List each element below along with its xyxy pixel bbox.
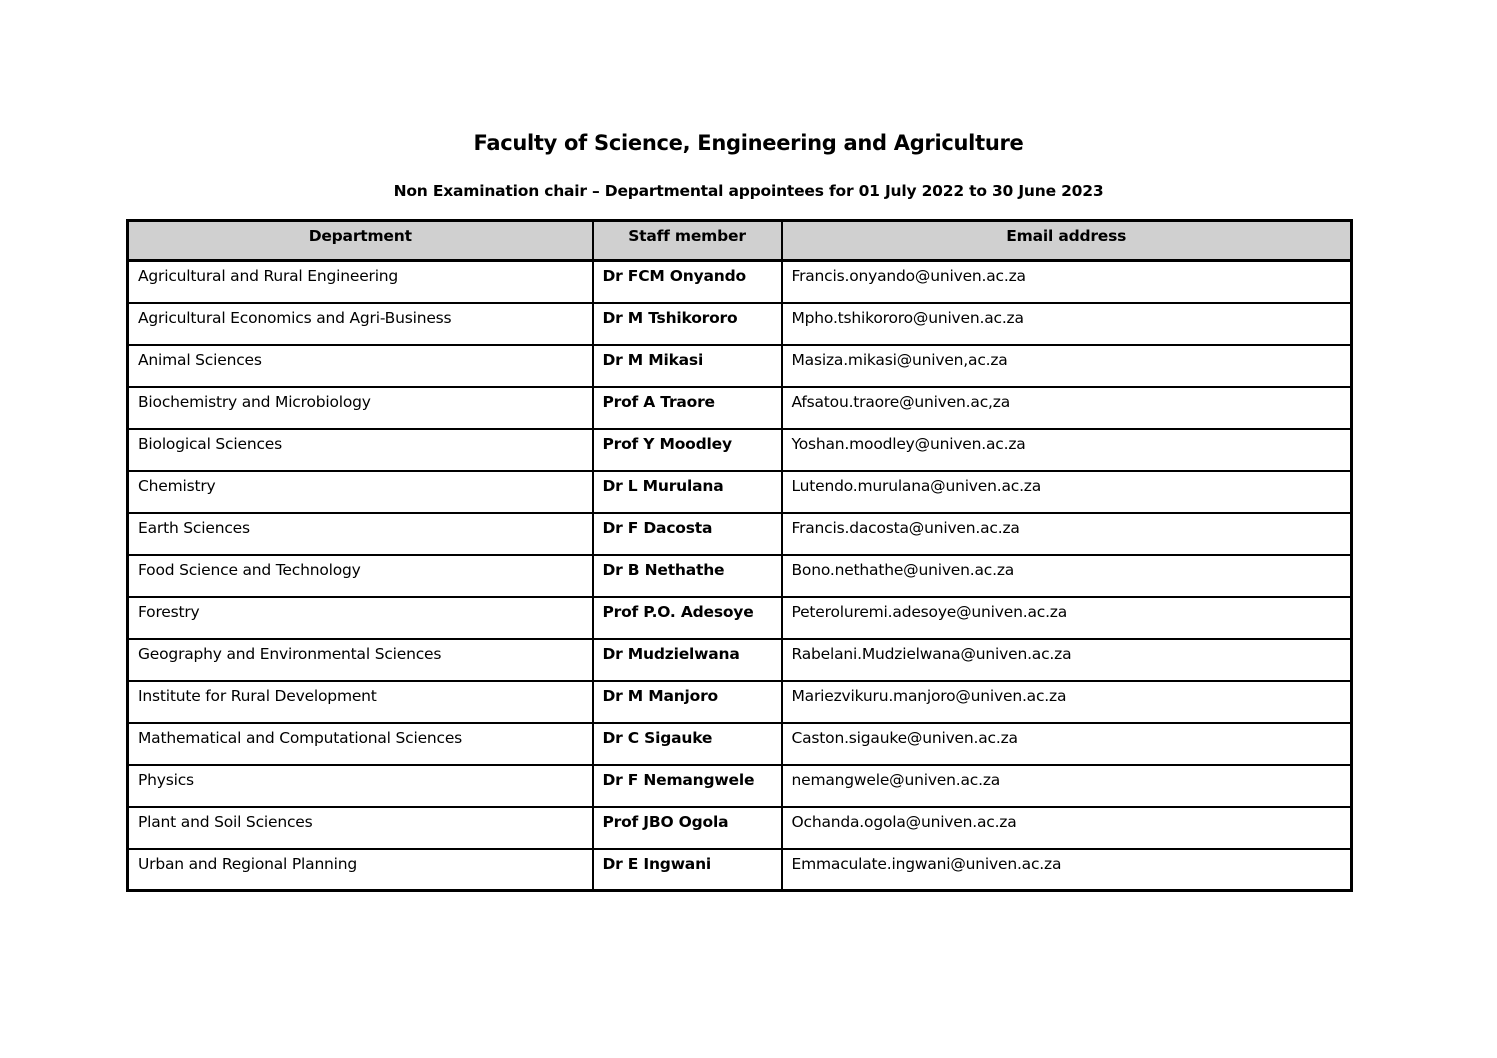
table-row [128,429,1352,471]
department-cell: Agricultural Economics and Agri-Business [128,303,593,345]
department-cell: Agricultural and Rural Engineering [128,261,593,303]
email-cell: Afsatou.traore@univen.ac,za [782,387,1352,429]
staff-cell: Prof JBO Ogola [593,807,782,849]
appointees-table [126,219,1353,892]
email-cell: Peteroluremi.adesoye@univen.ac.za [782,597,1352,639]
department-cell: Food Science and Technology [128,555,593,597]
table-header-row [128,221,1352,261]
column-header-department: Department [128,221,593,261]
department-cell: Earth Sciences [128,513,593,555]
column-header-email: Email address [782,221,1352,261]
table-row [128,765,1352,807]
email-cell: Rabelani.Mudzielwana@univen.ac.za [782,639,1352,681]
email-cell: Mpho.tshikororo@univen.ac.za [782,303,1352,345]
staff-cell: Dr L Murulana [593,471,782,513]
staff-cell: Dr F Dacosta [593,513,782,555]
email-cell: Mariezvikuru.manjoro@univen.ac.za [782,681,1352,723]
department-cell: Plant and Soil Sciences [128,807,593,849]
email-cell: Caston.sigauke@univen.ac.za [782,723,1352,765]
department-cell: Chemistry [128,471,593,513]
email-cell: Francis.dacosta@univen.ac.za [782,513,1352,555]
staff-cell: Dr M Tshikororo [593,303,782,345]
page-title: Faculty of Science, Engineering and Agriculture [473,131,1024,155]
table-row [128,681,1352,723]
department-cell: Biological Sciences [128,429,593,471]
staff-cell: Prof Y Moodley [593,429,782,471]
staff-cell: Dr C Sigauke [593,723,782,765]
email-cell: Bono.nethathe@univen.ac.za [782,555,1352,597]
department-cell: Institute for Rural Development [128,681,593,723]
email-cell: Emmaculate.ingwani@univen.ac.za [782,849,1352,891]
staff-cell: Dr B Nethathe [593,555,782,597]
email-cell: Yoshan.moodley@univen.ac.za [782,429,1352,471]
staff-cell: Dr E Ingwani [593,849,782,891]
table-row [128,261,1352,303]
staff-cell: Dr F Nemangwele [593,765,782,807]
staff-cell: Dr M Mikasi [593,345,782,387]
staff-cell: Dr M Manjoro [593,681,782,723]
department-cell: Biochemistry and Microbiology [128,387,593,429]
department-cell: Mathematical and Computational Sciences [128,723,593,765]
staff-cell: Dr FCM Onyando [593,261,782,303]
table-row [128,597,1352,639]
table-row [128,849,1352,891]
email-cell: nemangwele@univen.ac.za [782,765,1352,807]
table-row [128,513,1352,555]
table-row [128,555,1352,597]
staff-cell: Prof A Traore [593,387,782,429]
staff-cell: Prof P.O. Adesoye [593,597,782,639]
email-cell: Ochanda.ogola@univen.ac.za [782,807,1352,849]
department-cell: Animal Sciences [128,345,593,387]
table-row [128,471,1352,513]
department-cell: Physics [128,765,593,807]
department-cell: Forestry [128,597,593,639]
email-cell: Francis.onyando@univen.ac.za [782,261,1352,303]
column-header-staff: Staff member [593,221,782,261]
page-subtitle: Non Examination chair – Departmental appointees for 01 July 2022 to 30 June 2023 [393,182,1104,200]
staff-cell: Dr Mudzielwana [593,639,782,681]
email-cell: Masiza.mikasi@univen,ac.za [782,345,1352,387]
table-row [128,807,1352,849]
department-cell: Urban and Regional Planning [128,849,593,891]
email-cell: Lutendo.murulana@univen.ac.za [782,471,1352,513]
table-row [128,303,1352,345]
table-row [128,723,1352,765]
department-cell: Geography and Environmental Sciences [128,639,593,681]
table-row [128,387,1352,429]
table-row [128,345,1352,387]
table-row [128,639,1352,681]
